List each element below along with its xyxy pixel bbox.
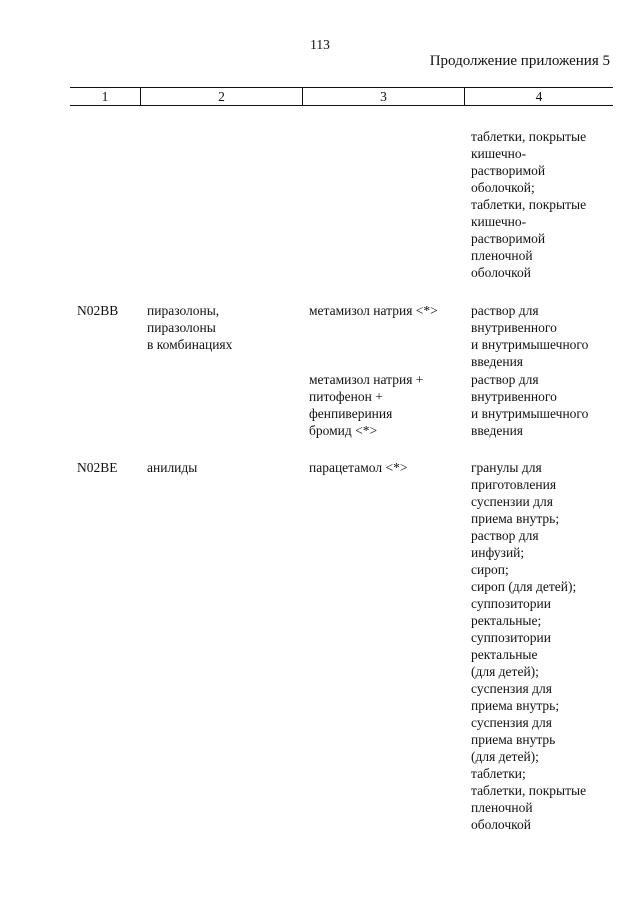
dosage-forms: раствор для внутривенного и внутримышечного введения xyxy=(471,372,589,438)
drug-name: метамизол натрия <*> xyxy=(309,303,438,318)
dosage-forms: раствор для внутривенного и внутримышечного введения xyxy=(471,303,589,369)
column-header-4: 4 xyxy=(464,88,613,105)
pharmacological-group: анилиды xyxy=(147,460,198,475)
page-number: 113 xyxy=(310,37,330,52)
atc-code: N02BB xyxy=(77,303,119,318)
drug-name: метамизол натрия + питофенон + фенпивериния бромид <*> xyxy=(309,372,424,438)
drug-name: парацетамол <*> xyxy=(309,460,408,475)
atc-code: N02BE xyxy=(77,460,118,475)
column-header-1: 1 xyxy=(101,89,109,104)
column-header-2: 2 xyxy=(140,88,302,105)
column-header-3: 3 xyxy=(302,88,464,105)
continuation-title: Продолжение приложения 5 xyxy=(429,53,610,69)
continued-dosage-forms: таблетки, покрытые кишечно- растворимой оболочкой; таблетки, покрытые кишечно- растворимой пленочной оболочкой xyxy=(471,129,587,280)
dosage-forms: гранулы для приготовления суспензии для приема внутрь; раствор для инфузий; сироп; сироп (для детей); суппозитории ректальные; суппозитории ректальные (для детей); суспензия для приема внутрь; суспензия для приема внутрь (для детей); таблетки; таблетки, покрытые пленочной оболочкой xyxy=(471,460,587,832)
pharmacological-group: пиразолоны, пиразолоны в комбинациях xyxy=(147,303,233,352)
table-header-row xyxy=(70,87,613,106)
